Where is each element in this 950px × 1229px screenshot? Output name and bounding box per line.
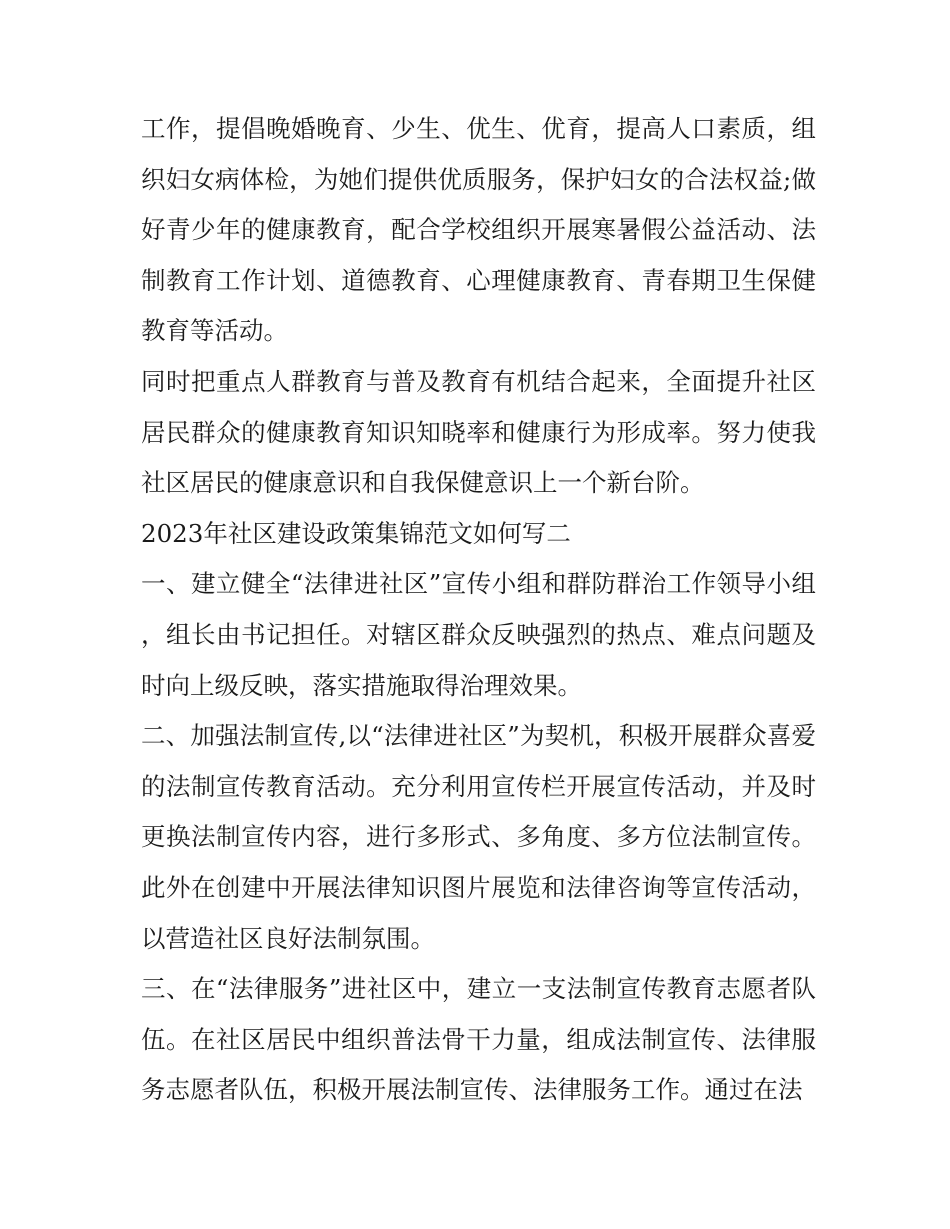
paragraph-section-three: 三、在“法律服务”进社区中，建立一支法制宣传教育志愿者队伍。在社区居民中组织普法骨干力量，组成法制宣传、法律服务志愿者队伍，积极开展法制宣传、法律服务工作。通过在法 <box>141 974 816 1105</box>
paragraph-section-one: 一、建立健全“法律进社区”宣传小组和群防群治工作领导小组，组长由书记担任。对辖区群众反映强烈的热点、难点问题及时向上级反映，落实措施取得治理效果。 <box>141 569 816 700</box>
section-heading: 2023年社区建设政策集锦范文如何写二 <box>141 518 571 548</box>
paragraph-section-two: 二、加强法制宣传,以“法律进社区”为契机，积极开展群众喜爱的法制宣传教育活动。充分利用宣传栏开展宣传活动，并及时更换法制宣传内容，进行多形式、多角度、多方位法制宣传。此外在创建中开展法律知识图片展览和法律咨询等宣传活动，以营造社区良好法制氛围。 <box>141 721 816 953</box>
document-body <box>141 104 816 1116</box>
paragraph-health-education: 同时把重点人群教育与普及教育有机结合起来，全面提升社区居民群众的健康教育知识知晓率和健康行为形成率。努力使我社区居民的健康意识和自我保健意识上一个新台阶。 <box>141 366 816 498</box>
paragraph-family-planning: 工作，提倡晚婚晚育、少生、优生、优育，提高人口素质，组织妇女病体检，为她们提供优质服务，保护妇女的合法权益;做好青少年的健康教育，配合学校组织开展寒暑假公益活动、法制教育工作计划、道德教育、心理健康教育、青春期卫生保健教育等活动。 <box>141 114 816 346</box>
